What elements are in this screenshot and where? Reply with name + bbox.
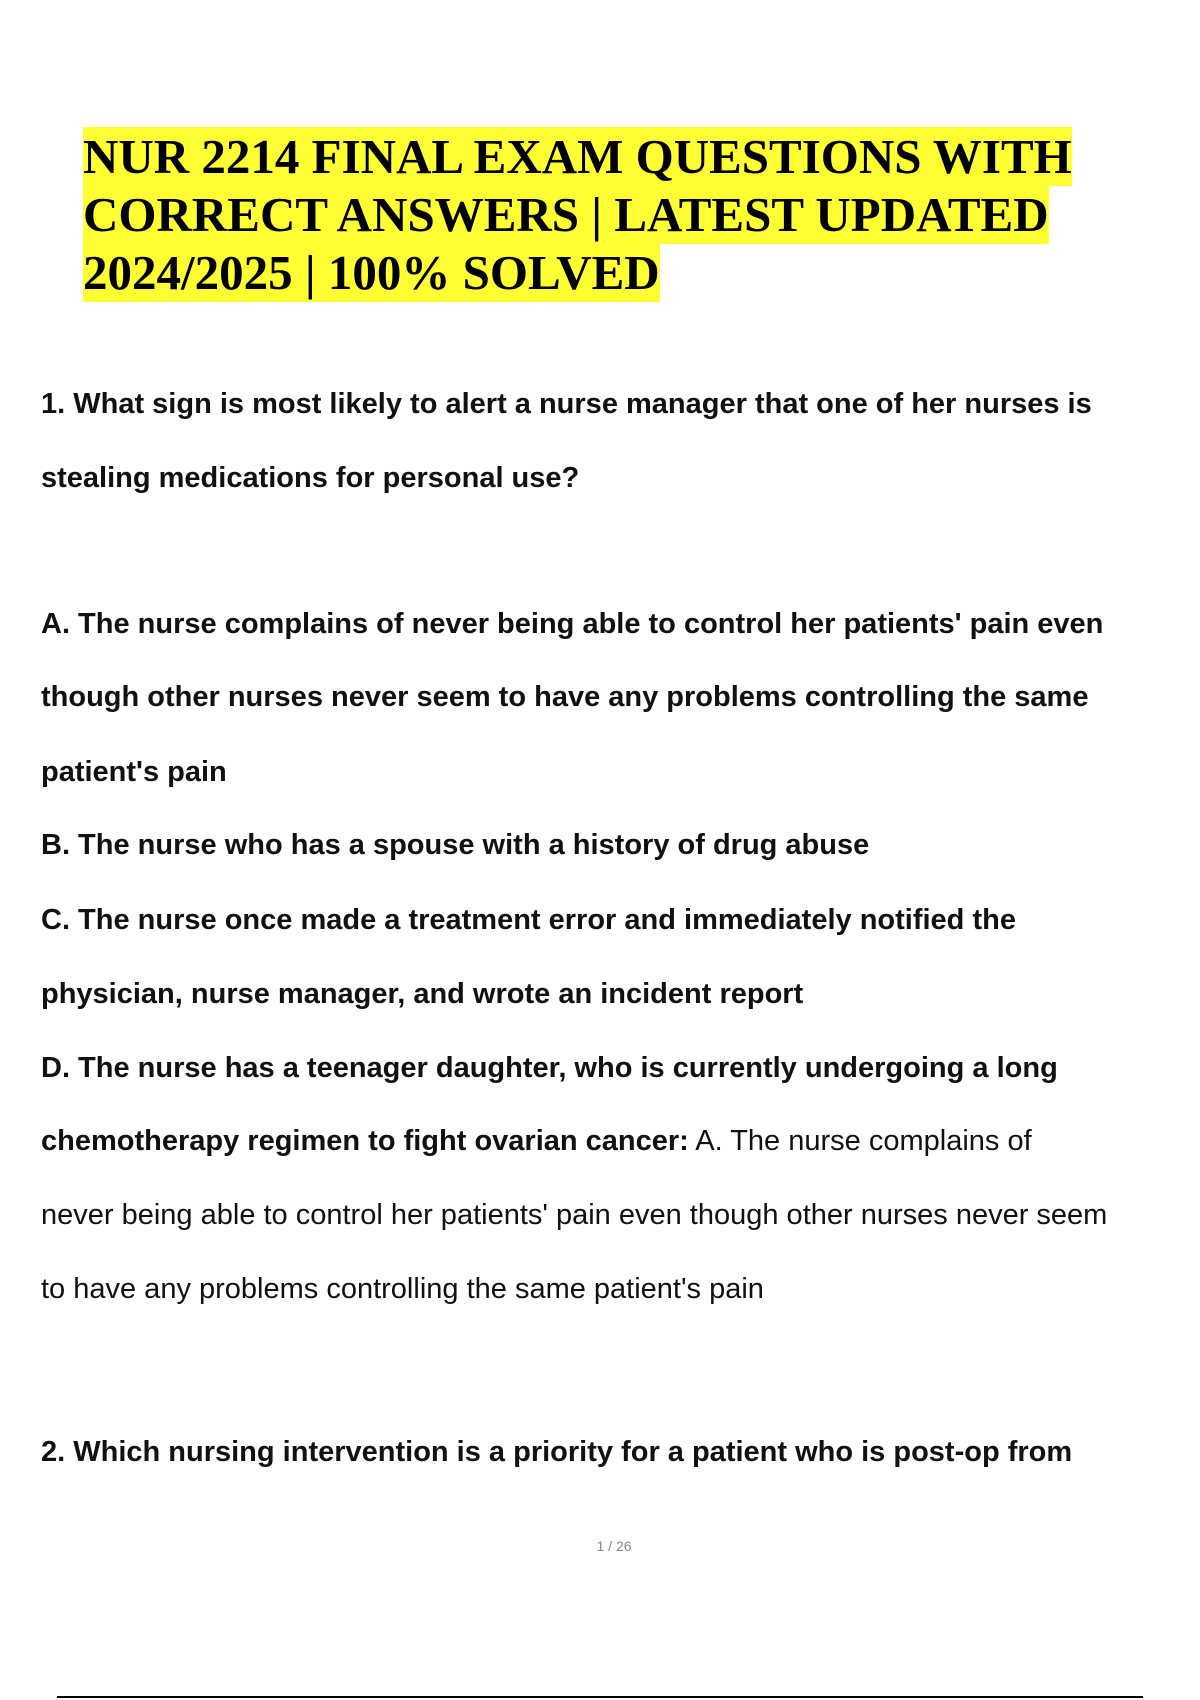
answer-line-3: to have any problems controlling the same patient's pain [41,1273,764,1305]
option-c-line-1: C. The nurse once made a treatment error and immediately notified the [41,904,1016,936]
option-a-line-3: patient's pain [41,756,227,788]
option-d-answer-line [41,1122,1200,1160]
title-highlight: NUR 2214 FINAL EXAM QUESTIONS WITH CORRECT ANSWERS | LATEST UPDATED 2024/2025 | 100% SOLVED [83,129,1072,300]
option-d-line-1: D. The nurse has a teenager daughter, who is currently undergoing a long [41,1052,1058,1084]
option-d-line-2: chemotherapy regimen to fight ovarian cancer: [41,1125,689,1157]
question-2-line-1: 2. Which nursing intervention is a priority for a patient who is post-op from [41,1436,1073,1468]
option-b-line-1: B. The nurse who has a spouse with a history of drug abuse [41,829,870,861]
answer-line-1: A. The nurse complains of [688,1125,1032,1157]
option-a-line-2: though other nurses never seem to have any problems controlling the same [41,681,1089,713]
option-c-line-2: physician, nurse manager, and wrote an incident report [41,978,804,1010]
document-title [83,128,1163,302]
option-a-line-1: A. The nurse complains of never being able to control her patients' pain even [41,608,1104,640]
question-1-line-2: stealing medications for personal use? [41,462,580,494]
bottom-divider [57,1696,1143,1698]
page-number: 1 / 26 [596,1538,632,1554]
question-1-line-1: 1. What sign is most likely to alert a nurse manager that one of her nurses is [41,388,1092,420]
answer-line-2: never being able to control her patients' pain even though other nurses never seem [41,1199,1108,1231]
